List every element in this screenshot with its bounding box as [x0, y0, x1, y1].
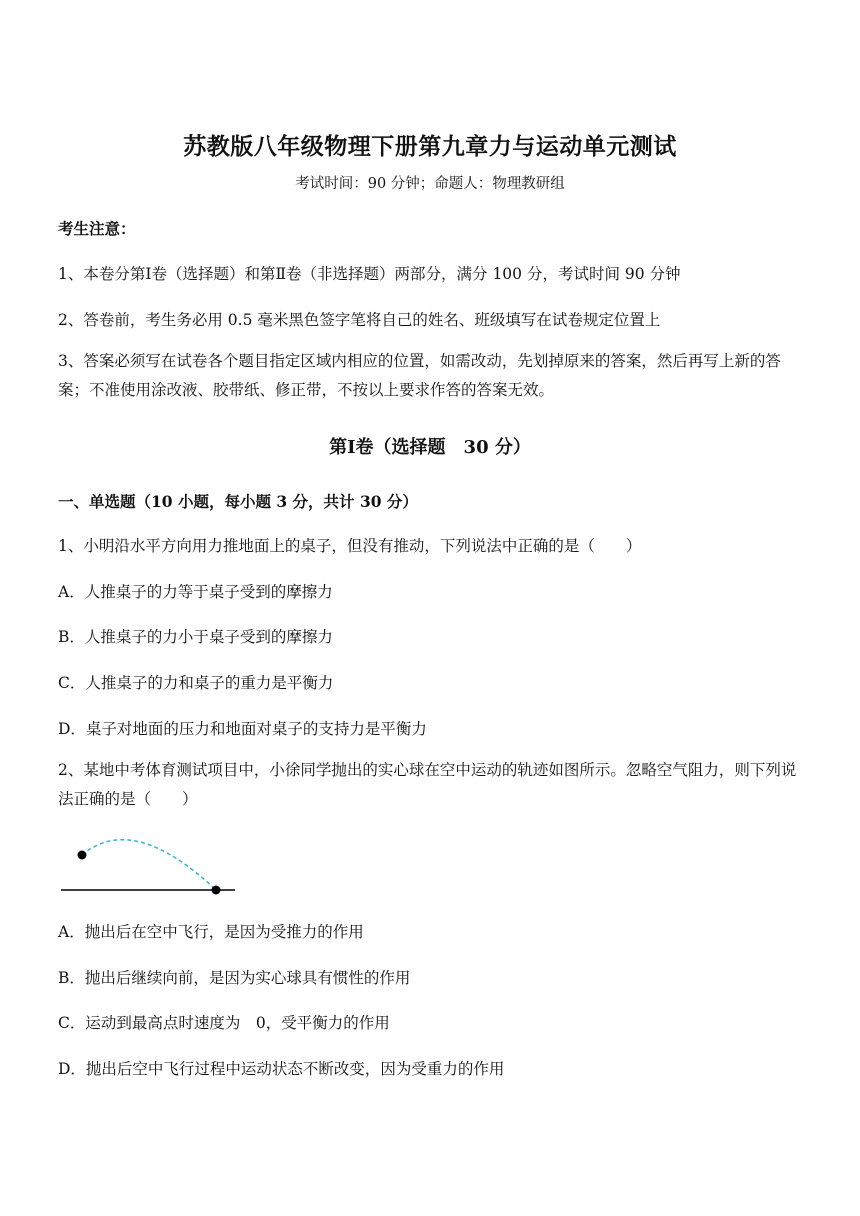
- trajectory-figure: [58, 830, 238, 896]
- page-title: 苏教版八年级物理下册第九章力与运动单元测试: [183, 133, 677, 160]
- question-1-option-a: A．人推桌子的力等于桌子受到的摩擦力: [58, 583, 333, 601]
- question-1-option-d: D．桌子对地面的压力和地面对桌子的支持力是平衡力: [58, 720, 427, 738]
- notice-item-2: 2、答卷前，考生务必用 0.5 毫米黑色签字笔将自己的姓名、班级填写在试卷规定位置上: [58, 311, 661, 329]
- ball-end: [212, 886, 221, 895]
- question-2-option-d: D．抛出后空中飞行过程中运动状态不断改变，因为受重力的作用: [58, 1060, 505, 1078]
- exam-info: 考试时间：90 分钟；命题人：物理教研组: [295, 176, 565, 192]
- question-1-option-c: C．人推桌子的力和桌子的重力是平衡力: [58, 674, 334, 692]
- part-heading: 一、单选题（10 小题，每小题 3 分，共计 30 分）: [58, 492, 418, 511]
- question-2-option-c: C．运动到最高点时速度为 0，受平衡力的作用: [58, 1014, 390, 1032]
- question-1-stem: 1、小明沿水平方向用力推地面上的桌子，但没有推动，下列说法中正确的是（ ）: [58, 537, 642, 555]
- notice-item-1: 1、本卷分第Ⅰ卷（选择题）和第Ⅱ卷（非选择题）两部分，满分 100 分，考试时间 90 分钟: [58, 265, 681, 283]
- notice-heading: 考生注意：: [58, 219, 136, 238]
- trajectory-curve: [82, 840, 216, 890]
- question-2-stem: 2、某地中考体育测试项目中，小徐同学抛出的实心球在空中运动的轨迹如图所示。忽略空气阻力，则下列说法正确的是（ ）: [58, 761, 797, 808]
- question-2-option-b: B．抛出后继续向前，是因为实心球具有惯性的作用: [58, 969, 411, 987]
- question-1-option-b: B．人推桌子的力小于桌子受到的摩擦力: [58, 628, 333, 646]
- ball-start: [78, 851, 87, 860]
- notice-item-3: 3、答案必须写在试卷各个题目指定区域内相应的位置，如需改动，先划掉原来的答案，然后再写上新的答案；不准使用涂改液、胶带纸、修正带，不按以上要求作答的答案无效。: [58, 352, 781, 399]
- section-title: 第Ⅰ卷（选择题 30 分）: [329, 437, 531, 458]
- question-2-option-a: A．抛出后在空中飞行，是因为受推力的作用: [58, 923, 364, 941]
